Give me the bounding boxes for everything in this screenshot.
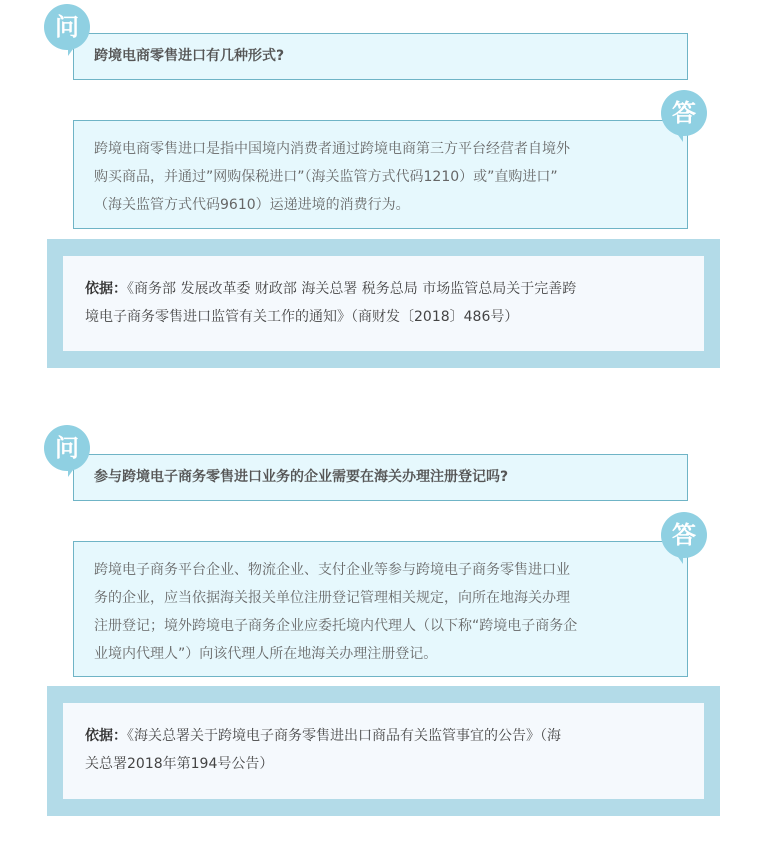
basis-text: 《商务部 发展改革委 财政部 海关总署 税务总局 市场监管总局关于完善跨: [127, 281, 577, 297]
answer-line: （海关监管方式代码9610）运递进境的消费行为。: [94, 197, 410, 213]
basis-box-1: [47, 239, 720, 368]
question-bubble-icon: 问: [44, 425, 90, 471]
basis-label: 依据：: [85, 728, 127, 744]
answer-box-2: [73, 541, 688, 677]
question-bubble-icon: 问: [44, 4, 90, 50]
question-box-1: [73, 33, 688, 80]
answer-line: 注册登记；境外跨境电子商务企业应委托境内代理人（以下称“跨境电子商务企: [94, 618, 578, 634]
basis-text: 《海关总署关于跨境电子商务零售进出口商品有关监管事宜的公告》（海: [127, 728, 561, 744]
answer-bubble-icon: 答: [661, 90, 707, 136]
answer-bubble-icon: 答: [661, 512, 707, 558]
answer-box-1: [73, 120, 688, 229]
question-box-2: [73, 454, 688, 501]
basis-label: 依据：: [85, 281, 127, 297]
answer-line: 业境内代理人”）向该代理人所在地海关办理注册登记。: [94, 646, 438, 662]
question-text: 跨境电商零售进口有几种形式?: [94, 48, 285, 64]
basis-text: 关总署2018年第194号公告）: [85, 756, 274, 772]
question-text: 参与跨境电子商务零售进口业务的企业需要在海关办理注册登记吗?: [94, 469, 509, 485]
answer-line: 跨境电子商务平台企业、物流企业、支付企业等参与跨境电子商务零售进口业: [94, 562, 570, 578]
basis-box-2: [47, 686, 720, 816]
answer-line: 务的企业，应当依据海关报关单位注册登记管理相关规定，向所在地海关办理: [94, 590, 570, 606]
answer-line: 跨境电商零售进口是指中国境内消费者通过跨境电商第三方平台经营者自境外: [94, 141, 570, 157]
answer-line: 购买商品，并通过”网购保税进口”（海关监管方式代码1210）或”直购进口”: [94, 169, 558, 185]
basis-text: 境电子商务零售进口监管有关工作的通知》（商财发〔2018〕486号）: [85, 309, 519, 325]
